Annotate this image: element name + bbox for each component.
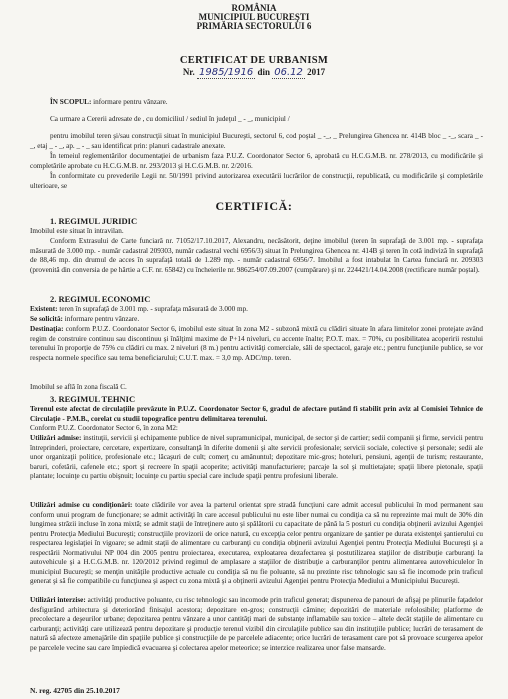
solicita-label: Se solicită: <box>30 315 63 323</box>
utilizari-label: Utilizări admise: <box>30 434 82 442</box>
interzise-text: activităţi productive poluante, cu risc tehnologic sau incomode prin traficul generat; dispunerea de panouri de afişaj pe plinurile faţadelor desfigurând arhitectura şi deteriorând finisajul acestora; depozitare en-gros; construcţii cămine; depozitări de materiale refolosibile; platforme de precolectare a deşeurilor urbane; depozitarea pentru vânzare a unor cantităţi mari de substanţe inflamabile sau toxice – altele decât staţiile de alimentare cu carburanţi; activităţi care utilizează pentru depozitare şi producţie terenul vizibil din circulaţiile publice sau din instituţiile publice; lucrări de terasament de natură să afecteze amenajările din spaţiile publice şi construcţiile de pe parcelele adiacente; orice lucrări de terasament care pot să provoace scurgerea apelor pe parcelele vecine sau care împiedică evacuarea şi colectarea apelor meteorice; se interzice realizarea unor false mansarde. <box>30 596 483 652</box>
section-3-heading: 3. REGIMUL TEHNIC <box>50 394 136 404</box>
footer-prefix: N. <box>30 686 40 695</box>
interzise-label: Utilizări interzise: <box>30 596 86 604</box>
s2-tax-zone: Imobilul se află în zona fiscală C. <box>30 383 127 391</box>
header-office: PRIMĂRIA SECTORULUI 6 <box>196 21 312 31</box>
destinatia-text: conform P.U.Z. Coordonator Sector 6, imobilul este situat în zona M2 - subzonă mixtă cu clădiri situate în afara limitelor zonei protejate având regim de construire continuu sau discontinuu şi înălţimi maxime de P+14 niveluri, cu accente înalte; P.O.T. max. = 70%, cu posibilitatea acoperirii restului terenului în proporţie de 75% cu clădiri cu max. 2 niveluri (8 m.) pentru activităţi comerciale, săli de spectacol, garaje etc.; pentru funcţiunile publice, se vor respecta normele specifice sau tema beneficiarului; C.U.T. max. = 3,0 mp. ADC/mp. teren. <box>30 325 484 362</box>
document-title: CERTIFICAT DE URBANISM <box>179 55 329 66</box>
s3-traffic-note: Terenul este afectat de circulaţiile prevăzute în P.U.Z. Coordonator Sector 6, gradul de afectare putând fi stabilit prin aviz al Comisiei Tehnice de Circulaţie - P.M.B., corelat cu studii topografice pentru delimitarea terenului. <box>30 405 483 423</box>
s2-destinatia <box>30 325 483 363</box>
scope-line <box>50 98 470 108</box>
header-country: ROMÂNIA <box>231 3 277 13</box>
s3-zone-line: Conform P.U.Z. Coordonator Sector 6, în zona M2: <box>30 424 178 432</box>
conditionari-text: toate clădirile vor avea la parterul orientat spre stradă funcţiuni care admit accesul publicului în mod permanent sau conform unui program de funcţionare; se admit activităţi în care accesul publicului nu este liber numai cu condiţia ca să nu reprezinte mai mult de 30% din lungimea străzii incluse în zona mixtă; se admit staţii de întreţinere auto şi spălătorii cu capacitate de până la 5 posturi cu condiţia obţinerii avizului Agenţiei pentru Protecţia Mediului Bucureşti; construcţiile provizorii de orice natură, cu excepţia celor pentru organizare de şantier pe durata existenţei şantierului cu respectarea legislaţiei în vigoare; se admit staţii de alimentare cu carburanţi cu condiţia obţinerii avizului Agenţiei pentru Protecţia Mediului Bucureşti şi a respectării Normativului NP 004 din 2005 pentru proiectarea, executarea, exploatarea dezafectarea şi postutilizarea staţiilor de distribuţie carburanţi la autovehicule şi a H.C.G.M.B. nr. 120/2012 privind regimul de amplasare a staţiilor de distribuţie a carburanţilor pentru alimentarea autovehiculelor în municipiul Bucureşti; se menţin unităţile productive actuale cu condiţia să nu fie poluante, să nu prezinte risc tehnologic sau să fie incomode prin traficul generat şi să fie compatibile cu funcţiunea şi aspect cu zona mixtă şi a obţinerii avizului Agenţiei pentru Protecţia Mediului a Municipiului Bucureşti. <box>30 501 483 585</box>
intro-p3: În temeiul reglementărilor documentaţiei de urbanism faza P.U.Z. Coordonator Sector 6, aprobată cu H.C.G.M.B. nr. 278/2013, cu modificările şi completările aprobate cu H.C.G.M.B. nr. 293/2013 şi H.C.G.M.B. nr. 2/2016. <box>30 152 483 170</box>
solicita-text: informare pentru vânzare. <box>64 315 140 323</box>
certificate-number: 1985/1916 <box>198 67 254 78</box>
s1-carte-funciara: Conform Extrasului de Carte funciară nr. 71052/17.10.2017, Alexandru, necăsătorit, deţine imobilul (teren în suprafaţă de 3.001 mp. - suprafaţa măsurată de 3.000 mp. - număr cadastral 209303, număr cadastral vechi 6956/3) situat în Prelungirea Ghencea nr. 414B şi teren în cotă indiviză în suprafaţă de 88,46 mp. din drumul de acces în suprafaţă totală de 1.289 mp. - număr cadastral 6956/7. Imobilul a fost intabulat în Cartea funciară nr. 209303 (provenită din conversia de pe hârtie a C.F. nr. 65842) cu încheierile nr. 986254/07.09.2007 (cumpărare) şi nr. 224421/14.04.2008 (rectificare număr poştal). <box>30 237 483 274</box>
number-from-label: din <box>257 67 271 77</box>
scope-text: informare pentru vânzare. <box>93 98 168 106</box>
intro-p2: pentru imobilul teren şi/sau construcţii situat în municipiul Bucureşti, sectorul 6, cod poştal _ -_, _ Prelungirea Ghencea nr. 414B bloc _ -_, scara _ - _, etaj _ - _, ap. _ - _ sau identificat prin: planuri cadastrale anexate. <box>30 132 483 150</box>
registration-footer <box>30 686 120 695</box>
header-municipality: MUNICIPIUL BUCUREŞTI <box>198 12 310 22</box>
section-2-heading: 2. REGIMUL ECONOMIC <box>50 294 151 304</box>
s1-intravilan: Imobilul este situat în intravilan. <box>30 227 124 235</box>
intro-p4: În conformitate cu prevederile Legii nr. 50/1991 privind autorizarea executării lucrărilor de construcţii, republicată, cu modificările şi completările ulterioare, se <box>30 172 483 190</box>
footer-reg: reg. 42705 din 25.10.2017 <box>39 686 120 695</box>
s3-utilizari-conditionari <box>30 501 483 587</box>
s2-solicita <box>30 315 483 325</box>
intro-p1: Ca urmare a Cererii adresate de , cu domiciliul / sediul în judeţul _ - _, municipiul / <box>50 115 290 123</box>
destinatia-label: Destinaţia: <box>30 325 64 333</box>
s2-existent <box>30 305 483 315</box>
conditionari-label: Utilizări admise cu condiţionări: <box>30 501 133 509</box>
certificate-year: 2017 <box>307 67 326 77</box>
s3-utilizari-interzise <box>30 596 483 653</box>
scope-label: ÎN SCOPUL: <box>50 98 92 106</box>
existent-text: teren în suprafaţă de 3.001 mp. - suprafaţa măsurată de 3.000 mp. <box>59 305 248 313</box>
certifica-heading: CERTIFICĂ: <box>215 199 293 213</box>
certificate-date: 06.12 <box>274 67 303 78</box>
utilizari-text: instituţii, servicii şi echipamente publice de nivel supramunicipal, municipal, de sector şi de cartier; sedii companii şi firme, servicii pentru întreprinderi, proiectare, cercetare, expertizare, consultanţă în diferite domenii şi alte servicii profesionale; servicii sociale, colective şi personale; sedii ale unor organizaţii politice, profesionale etc.; lăcaşuri de cult; comerţ cu amănuntul; depozitare mic-gros; hoteluri, pensiuni, agenţii de turism; restaurante, baruri, cofetării, cafenele etc.; sport şi recreere în spaţii acoperite; activităţi manufacturiere; parcaje la sol şi multietajate; spaţii libere pietonale, spaţii plantate; locuinţe cu partiu obişnuit; locuinţe cu partiu special care include spaţii pentru profesiuni liberale. <box>30 434 483 480</box>
certificate-number-line <box>0 67 508 78</box>
number-prefix: Nr. <box>182 67 195 77</box>
existent-label: Existent: <box>30 305 58 313</box>
section-1-heading: 1. REGIMUL JURIDIC <box>50 216 138 226</box>
s3-utilizari-admise <box>30 434 483 482</box>
